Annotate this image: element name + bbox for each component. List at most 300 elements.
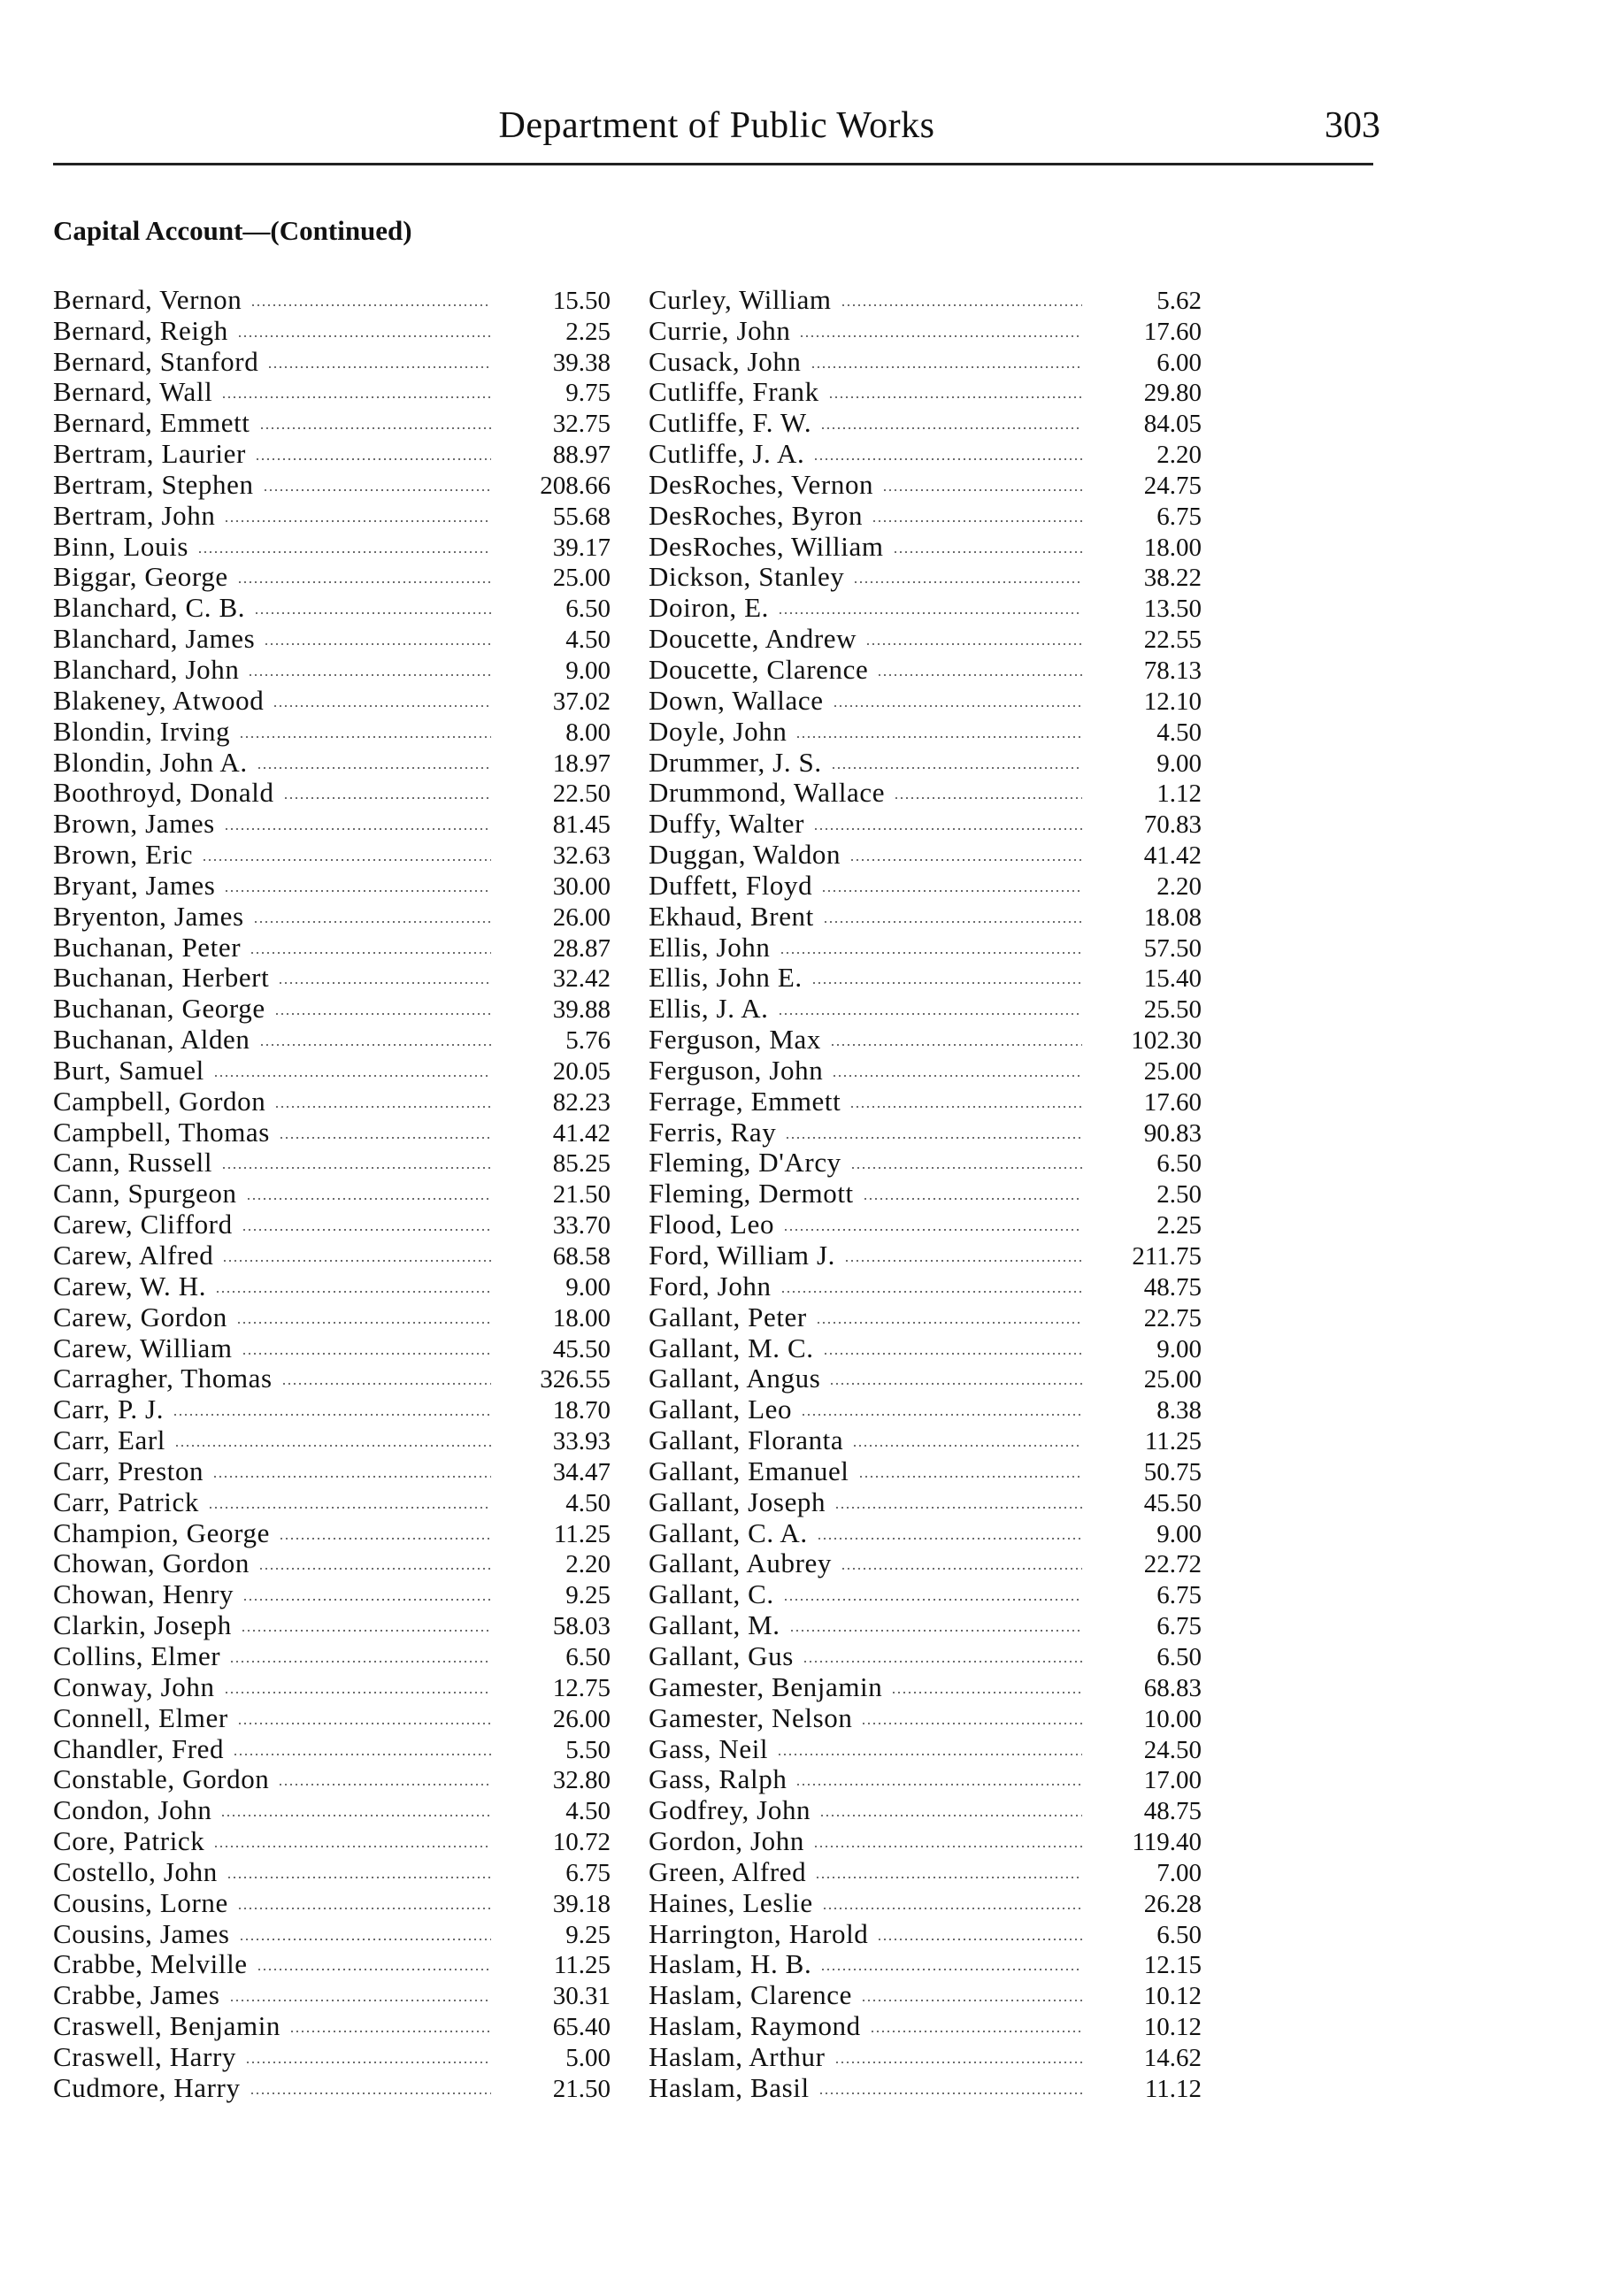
list-item	[649, 1456, 1202, 1487]
payment-amount: 82.23	[552, 1087, 611, 1117]
payment-amount: 11.25	[553, 1951, 611, 1980]
payment-amount: 9.25	[565, 1920, 611, 1949]
payee-name: Gamester, Nelson	[649, 1701, 853, 1733]
payee-name: Burt, Samuel	[53, 1054, 204, 1086]
list-item	[649, 964, 1202, 994]
dot-leader	[239, 1937, 491, 1942]
payment-amount: 58.03	[552, 1612, 611, 1641]
payment-amount: 28.87	[552, 933, 611, 963]
payment-amount: 22.75	[1143, 1303, 1202, 1332]
page-number: 303	[1325, 105, 1380, 146]
payment-amount: 70.83	[1143, 810, 1202, 840]
dot-leader	[795, 734, 1082, 740]
list-item	[649, 563, 1202, 594]
list-item	[649, 1025, 1202, 1056]
payee-name: Carr, Preston	[53, 1455, 204, 1486]
dot-leader	[828, 395, 1082, 400]
dot-leader	[236, 1320, 491, 1325]
dot-leader	[289, 2029, 491, 2034]
payee-name: Constable, Gordon	[53, 1763, 270, 1795]
list-item	[649, 1734, 1202, 1765]
payee-name: Carragher, Thomas	[53, 1363, 273, 1394]
dot-leader	[823, 1351, 1082, 1356]
payee-name: Bernard, Stanford	[53, 345, 259, 377]
dot-leader	[780, 950, 1082, 956]
dot-leader	[233, 1752, 491, 1757]
payment-amount: 5.00	[565, 2043, 611, 2072]
payee-name: Doiron, E.	[649, 592, 770, 624]
payee-name: Gallant, Joseph	[649, 1486, 826, 1517]
list-item	[53, 1302, 611, 1333]
payment-amount: 6.50	[1156, 1149, 1202, 1179]
dot-leader	[849, 857, 1082, 863]
payment-amount: 4.50	[565, 626, 611, 655]
list-item	[53, 1734, 611, 1765]
payee-name: Brown, James	[53, 808, 215, 840]
payment-amount: 33.93	[552, 1427, 611, 1456]
dot-leader	[215, 1289, 491, 1294]
list-item	[649, 1857, 1202, 1888]
payment-amount: 10.00	[1143, 1704, 1202, 1733]
list-item	[649, 1919, 1202, 1950]
dot-leader	[811, 980, 1082, 986]
payee-name: Gordon, John	[649, 1825, 804, 1857]
payee-name: Champion, George	[53, 1517, 270, 1548]
payee-name: Bernard, Reigh	[53, 314, 228, 346]
payment-amount: 37.02	[552, 687, 611, 716]
payment-amount: 85.25	[552, 1149, 611, 1179]
dot-leader	[783, 1597, 1082, 1602]
dot-leader	[224, 1690, 491, 1695]
payee-name: Gallant, Emanuel	[649, 1455, 849, 1486]
dot-leader	[831, 765, 1082, 771]
dot-leader	[242, 1351, 491, 1356]
payee-name: Gallant, C. A.	[649, 1517, 808, 1548]
dot-leader	[222, 1258, 491, 1263]
list-item	[649, 1672, 1202, 1703]
payment-amount: 9.75	[565, 379, 611, 408]
payee-name: Gallant, M. C.	[649, 1332, 814, 1363]
payment-amount: 26.00	[552, 1704, 611, 1733]
dot-leader	[789, 1628, 1082, 1633]
payment-amount: 102.30	[1131, 1026, 1202, 1056]
payee-name: Gallant, Gus	[649, 1639, 794, 1671]
dot-leader	[197, 549, 491, 555]
payee-name: Doyle, John	[649, 715, 787, 747]
dot-leader	[861, 1721, 1082, 1726]
list-item	[649, 1765, 1202, 1796]
list-item	[649, 1579, 1202, 1610]
payment-amount: 6.50	[1156, 1642, 1202, 1671]
payee-name: DesRoches, Vernon	[649, 468, 874, 500]
payee-name: Bryant, James	[53, 869, 216, 901]
dot-leader	[237, 1906, 491, 1911]
list-item	[53, 1919, 611, 1950]
list-item	[53, 1518, 611, 1549]
payee-name: Costello, John	[53, 1855, 218, 1887]
right-column	[649, 285, 1202, 2104]
list-item	[53, 1641, 611, 1672]
dot-leader	[783, 1227, 1082, 1232]
list-item	[53, 1487, 611, 1518]
payment-amount: 26.28	[1143, 1889, 1202, 1918]
dot-leader	[273, 703, 491, 709]
page-title: Department of Public Works	[498, 105, 935, 146]
payment-amount: 22.72	[1143, 1550, 1202, 1579]
list-item	[649, 1703, 1202, 1734]
dot-leader	[174, 1443, 491, 1448]
list-item	[649, 593, 1202, 624]
dot-leader	[220, 1813, 491, 1818]
payment-amount: 41.42	[1143, 841, 1202, 871]
dot-leader	[274, 1011, 491, 1017]
list-item	[53, 779, 611, 810]
payment-amount: 9.00	[1156, 749, 1202, 778]
dot-leader	[281, 1381, 491, 1386]
list-item	[649, 1610, 1202, 1641]
list-item	[649, 1117, 1202, 1148]
dot-leader	[250, 303, 491, 308]
payee-name: Boothroyd, Donald	[53, 777, 274, 809]
dot-leader	[278, 1782, 491, 1787]
payment-amount: 2.20	[1156, 872, 1202, 901]
payment-amount: 65.40	[552, 2013, 611, 2042]
list-item	[53, 748, 611, 779]
list-item	[649, 902, 1202, 933]
payment-amount: 17.60	[1143, 317, 1202, 346]
payment-amount: 4.50	[565, 1488, 611, 1517]
dot-leader	[830, 1042, 1082, 1048]
dot-leader	[785, 1135, 1082, 1140]
list-item	[649, 2042, 1202, 2073]
list-item	[53, 1857, 611, 1888]
payment-amount: 5.50	[565, 1735, 611, 1764]
section-heading: Capital Account—(Continued)	[53, 215, 412, 246]
dot-leader	[844, 1258, 1082, 1263]
payee-name: Gallant, Angus	[649, 1363, 821, 1394]
list-item	[53, 902, 611, 933]
payee-name: Ellis, John	[649, 931, 771, 963]
payment-amount: 18.00	[552, 1303, 611, 1332]
payment-amount: 10.72	[552, 1828, 611, 1857]
list-item	[649, 501, 1202, 532]
dot-leader	[821, 888, 1082, 894]
payee-name: Crabbe, Melville	[53, 1948, 248, 1980]
payment-amount: 45.50	[552, 1334, 611, 1363]
list-item	[649, 655, 1202, 686]
list-item	[53, 871, 611, 902]
payment-amount: 6.50	[1156, 1920, 1202, 1949]
payment-amount: 10.12	[1143, 2013, 1202, 2042]
list-item	[649, 1179, 1202, 1209]
payee-name: Biggar, George	[53, 561, 228, 593]
dot-leader	[274, 1104, 491, 1110]
payee-name: Gamester, Benjamin	[649, 1670, 883, 1702]
payee-name: Blanchard, C. B.	[53, 592, 246, 624]
payment-amount: 78.13	[1143, 656, 1202, 685]
list-item	[53, 624, 611, 655]
list-item	[53, 1980, 611, 2011]
payment-amount: 48.75	[1143, 1797, 1202, 1826]
payment-amount: 32.75	[552, 410, 611, 439]
payee-name: Godfrey, John	[649, 1794, 811, 1826]
dot-leader	[248, 672, 491, 678]
payee-name: Duffy, Walter	[649, 808, 805, 840]
dot-leader	[841, 1566, 1082, 1571]
payee-name: Ekhaud, Brent	[649, 900, 814, 932]
payment-amount: 14.62	[1143, 2043, 1202, 2072]
payee-name: Currie, John	[649, 314, 791, 346]
payment-amount: 4.50	[565, 1797, 611, 1826]
dot-leader	[861, 1998, 1082, 2003]
list-item	[649, 316, 1202, 347]
list-item	[649, 470, 1202, 501]
list-item	[649, 1240, 1202, 1271]
payee-name: Craswell, Benjamin	[53, 2010, 281, 2042]
dot-leader	[863, 1196, 1082, 1202]
payee-name: Buchanan, Alden	[53, 1024, 250, 1056]
dot-leader	[882, 488, 1082, 493]
payee-name: Bernard, Vernon	[53, 283, 242, 315]
list-item	[53, 1333, 611, 1364]
list-item	[649, 871, 1202, 902]
list-item	[53, 501, 611, 532]
payment-amount: 11.12	[1144, 2074, 1202, 2103]
dot-leader	[253, 919, 491, 925]
dot-leader	[283, 795, 491, 801]
dot-leader	[255, 457, 491, 462]
page-header	[53, 104, 1380, 157]
list-item	[649, 532, 1202, 563]
payee-name: Crabbe, James	[53, 1979, 220, 2011]
payment-amount: 55.68	[552, 502, 611, 531]
payment-amount: 6.75	[1156, 1612, 1202, 1641]
dot-leader	[257, 765, 491, 771]
payment-amount: 15.50	[552, 286, 611, 315]
dot-leader	[833, 703, 1082, 709]
dot-leader	[853, 580, 1082, 585]
payee-name: Carew, Gordon	[53, 1301, 227, 1332]
dot-leader	[237, 334, 491, 339]
dot-leader	[877, 672, 1082, 678]
payee-name: Bertram, Stephen	[53, 468, 254, 500]
list-item	[649, 1087, 1202, 1117]
list-item	[53, 1056, 611, 1087]
payee-name: Core, Patrick	[53, 1825, 205, 1857]
payee-name: Harrington, Harold	[649, 1917, 869, 1949]
payment-amount: 18.70	[552, 1396, 611, 1425]
list-item	[649, 779, 1202, 810]
dot-leader	[279, 1536, 491, 1541]
payee-name: Chowan, Henry	[53, 1578, 234, 1610]
payment-amount: 2.20	[565, 1550, 611, 1579]
payment-amount: 9.00	[565, 656, 611, 685]
list-item	[53, 1950, 611, 1981]
payment-amount: 9.00	[565, 1272, 611, 1302]
payment-amount: 90.83	[1143, 1118, 1202, 1148]
list-item	[649, 1394, 1202, 1425]
list-item	[53, 1271, 611, 1302]
payee-name: Cann, Spurgeon	[53, 1178, 237, 1209]
payee-name: Ellis, John E.	[649, 962, 803, 994]
dot-leader	[267, 365, 491, 370]
list-item	[53, 1672, 611, 1703]
payment-amount: 8.00	[565, 718, 611, 747]
payment-amount: 17.00	[1143, 1766, 1202, 1795]
payment-amount: 38.22	[1143, 564, 1202, 593]
dot-leader	[823, 919, 1082, 925]
list-item	[649, 347, 1202, 378]
payee-name: Chandler, Fred	[53, 1732, 225, 1764]
payment-amount: 6.75	[565, 1858, 611, 1887]
payment-amount: 81.45	[552, 810, 611, 840]
payee-name: Curley, William	[649, 283, 832, 315]
list-item	[53, 933, 611, 964]
payment-amount: 18.08	[1143, 902, 1202, 932]
dot-leader	[858, 1474, 1082, 1479]
payment-amount: 32.42	[552, 964, 611, 994]
list-item	[53, 809, 611, 840]
payee-name: Haslam, Raymond	[649, 2010, 861, 2042]
payee-name: Dickson, Stanley	[649, 561, 845, 593]
payment-amount: 39.38	[552, 348, 611, 377]
list-item	[649, 686, 1202, 717]
dot-leader	[264, 641, 491, 647]
payee-name: Cusack, John	[649, 345, 802, 377]
payment-amount: 50.75	[1143, 1457, 1202, 1486]
dot-leader	[850, 1165, 1082, 1171]
payment-amount: 5.76	[565, 1026, 611, 1056]
payment-amount: 4.50	[1156, 718, 1202, 747]
dot-leader	[237, 1721, 491, 1726]
payee-name: Conway, John	[53, 1670, 215, 1702]
payment-amount: 25.00	[1143, 1056, 1202, 1086]
payment-amount: 119.40	[1132, 1828, 1202, 1857]
payee-name: Gallant, M.	[649, 1609, 780, 1641]
payee-name: Condon, John	[53, 1794, 212, 1826]
payee-name: Duggan, Waldon	[649, 839, 841, 871]
payment-amount: 22.50	[552, 779, 611, 809]
payment-amount: 11.25	[1144, 1427, 1202, 1456]
list-item	[53, 1394, 611, 1425]
list-item	[53, 285, 611, 316]
payee-name: Cutliffe, Frank	[649, 376, 819, 408]
dot-leader	[811, 365, 1082, 370]
dot-leader	[258, 1566, 491, 1571]
dot-leader	[865, 641, 1082, 647]
payee-name: Carew, Alfred	[53, 1240, 214, 1271]
dot-leader	[221, 395, 491, 400]
payment-amount: 9.25	[565, 1581, 611, 1610]
list-item	[649, 1364, 1202, 1395]
payee-name: Clarkin, Joseph	[53, 1609, 232, 1641]
payment-amount: 12.15	[1143, 1951, 1202, 1980]
list-item	[53, 1364, 611, 1395]
list-item	[649, 1980, 1202, 2011]
list-item	[53, 408, 611, 439]
list-item	[53, 964, 611, 994]
payment-amount: 68.58	[552, 1242, 611, 1271]
list-item	[649, 439, 1202, 470]
list-item	[53, 1610, 611, 1641]
payee-name: Haslam, Clarence	[649, 1979, 852, 2011]
dot-leader	[777, 1752, 1082, 1757]
list-item	[53, 347, 611, 378]
payee-name: Cudmore, Harry	[53, 2071, 241, 2103]
payment-amount: 17.60	[1143, 1087, 1202, 1117]
payment-amount: 33.70	[552, 1211, 611, 1240]
payee-name: Blanchard, John	[53, 653, 240, 685]
dot-leader	[213, 1844, 491, 1849]
dot-leader	[259, 1042, 491, 1048]
dot-leader	[239, 734, 491, 740]
payment-amount: 29.80	[1143, 379, 1202, 408]
payment-amount: 12.75	[552, 1673, 611, 1702]
payee-name: Carr, Earl	[53, 1424, 165, 1456]
payment-amount: 6.50	[565, 595, 611, 624]
payee-name: Bertram, John	[53, 499, 216, 531]
payment-amount: 6.75	[1156, 502, 1202, 531]
payment-amount: 6.75	[1156, 1581, 1202, 1610]
dot-leader	[813, 826, 1082, 832]
payment-amount: 15.40	[1143, 964, 1202, 994]
list-item	[53, 1456, 611, 1487]
payment-amount: 12.10	[1143, 687, 1202, 716]
payment-amount: 84.05	[1143, 410, 1202, 439]
dot-leader	[224, 888, 491, 894]
list-item	[649, 1641, 1202, 1672]
list-item	[649, 1826, 1202, 1857]
dot-leader	[849, 1104, 1082, 1110]
list-item	[53, 1240, 611, 1271]
payee-name: Cann, Russell	[53, 1147, 213, 1179]
payee-name: Haines, Leslie	[649, 1886, 813, 1918]
payee-name: Gallant, Leo	[649, 1394, 793, 1425]
dot-leader	[173, 1412, 491, 1417]
list-item	[53, 2011, 611, 2042]
payee-name: Gallant, Aubrey	[649, 1547, 833, 1579]
list-item	[53, 1703, 611, 1734]
payee-name: Campbell, Gordon	[53, 1085, 266, 1117]
dot-leader	[829, 1381, 1082, 1386]
list-item	[53, 1179, 611, 1209]
payment-amount: 57.50	[1143, 933, 1202, 963]
payee-name: Brown, Eric	[53, 839, 194, 871]
payee-name: Bryenton, James	[53, 900, 244, 932]
payee-name: Bernard, Emmett	[53, 407, 250, 439]
dot-leader	[813, 457, 1082, 462]
dot-leader	[894, 795, 1082, 801]
dot-leader	[841, 303, 1082, 308]
payee-name: Drummond, Wallace	[649, 777, 886, 809]
dot-leader	[246, 1196, 491, 1202]
list-item	[649, 994, 1202, 1025]
dot-leader	[224, 518, 491, 524]
dot-leader	[832, 1073, 1082, 1079]
dot-leader	[872, 518, 1082, 524]
list-item	[649, 1950, 1202, 1981]
list-item	[53, 1087, 611, 1117]
dot-leader	[237, 580, 491, 585]
list-item	[53, 1117, 611, 1148]
payment-amount: 2.25	[565, 317, 611, 346]
dot-leader	[242, 1597, 491, 1602]
payee-name: Cousins, James	[53, 1917, 230, 1949]
payment-amount: 1.12	[1156, 779, 1202, 809]
list-item	[649, 1056, 1202, 1087]
payment-amount: 32.80	[552, 1766, 611, 1795]
list-item	[649, 2011, 1202, 2042]
